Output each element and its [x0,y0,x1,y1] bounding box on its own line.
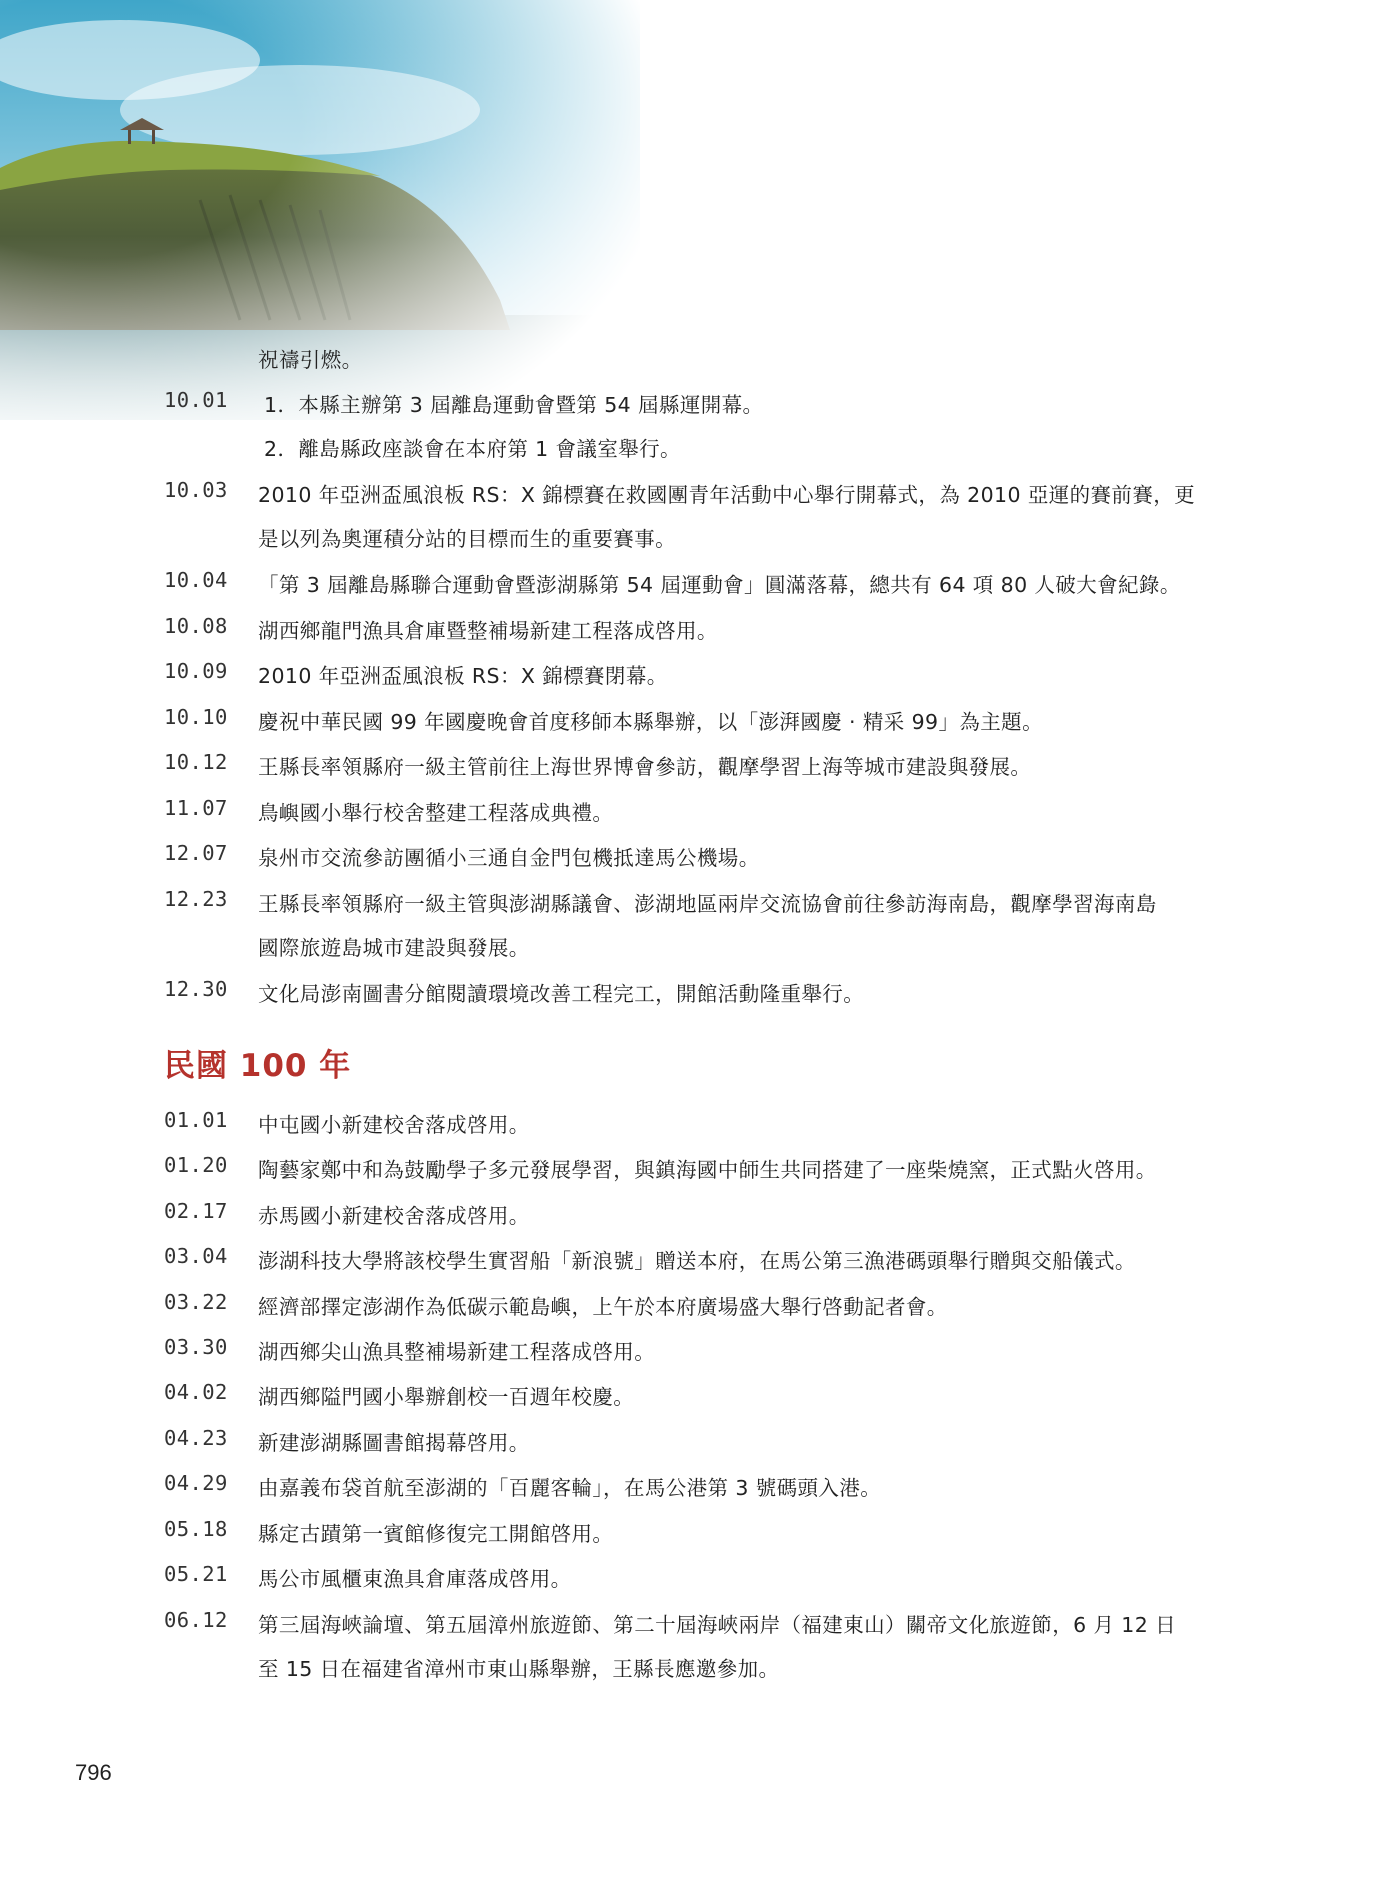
entry-text: 新建澎湖縣圖書館揭幕啓用。 [258,1431,530,1455]
entry-text: 泉州市交流參訪團循小三通自金門包機抵達馬公機場。 [258,846,760,870]
entry-date: 10.09 [164,659,228,683]
entry-text: 縣定古蹟第一賓館修復完工開館啓用。 [258,1522,614,1546]
entry-date: 10.10 [164,705,228,729]
entry-date: 01.20 [164,1153,228,1177]
entry-date: 05.21 [164,1562,228,1586]
entry-date: 11.07 [164,796,228,820]
entry-date: 10.12 [164,750,228,774]
entry-date: 10.03 [164,478,228,502]
entry-text: 2010 年亞洲盃風浪板 RS：X 錦標賽在救國團青年活動中心舉行開幕式，為 2010 亞運的賽前賽，更 [258,483,1196,507]
entry-date: 03.04 [164,1244,228,1268]
entry-text: 1．本縣主辦第 3 屆離島運動會暨第 54 屆縣運開幕。 [264,393,764,417]
entry-text: 是以列為奧運積分站的目標而生的重要賽事。 [258,527,676,551]
entry-text: 2010 年亞洲盃風浪板 RS：X 錦標賽閉幕。 [258,664,668,688]
entry-text: 文化局澎南圖書分館閱讀環境改善工程完工，開館活動隆重舉行。 [258,982,865,1006]
entry-text: 馬公市風櫃東漁具倉庫落成啓用。 [258,1567,572,1591]
entry-text: 王縣長率領縣府一級主管與澎湖縣議會、澎湖地區兩岸交流協會前往參訪海南島，觀摩學習海南島 [258,892,1157,916]
entry-date: 12.30 [164,977,228,1001]
entry-date: 04.23 [164,1426,228,1450]
entry-text: 「第 3 屆離島縣聯合運動會暨澎湖縣第 54 屆運動會」圓滿落幕，總共有 64 項 80 人破大會紀錄。 [258,573,1181,597]
page-number: 796 [75,1760,112,1785]
entry-date: 12.07 [164,841,228,865]
entry-text: 湖西鄉龍門漁具倉庫暨整補場新建工程落成啓用。 [258,619,718,643]
entry-text: 經濟部擇定澎湖作為低碳示範島嶼，上午於本府廣場盛大舉行啓動記者會。 [258,1295,948,1319]
entry-date: 04.02 [164,1380,228,1404]
entry-text: 陶藝家鄭中和為鼓勵學子多元發展學習，與鎮海國中師生共同搭建了一座柴燒窯，正式點火啓用。 [258,1158,1157,1182]
entry-text: 慶祝中華民國 99 年國慶晚會首度移師本縣舉辦，以「澎湃國慶 ‧ 精采 99」為主題。 [258,710,1043,734]
section-heading: 民國 100 年 [164,1048,352,1084]
entry-text: 中屯國小新建校舍落成啓用。 [258,1113,530,1137]
entry-text: 湖西鄉尖山漁具整補場新建工程落成啓用。 [258,1340,656,1364]
entry-text: 國際旅遊島城市建設與發展。 [258,936,530,960]
entry-text: 由嘉義布袋首航至澎湖的「百麗客輪」，在馬公港第 3 號碼頭入港。 [258,1476,882,1500]
entry-date: 01.01 [164,1108,228,1132]
entry-text: 至 15 日在福建省漳州市東山縣舉辦，王縣長應邀參加。 [258,1657,780,1681]
entry-date: 05.18 [164,1517,228,1541]
entry-date: 03.22 [164,1290,228,1314]
entry-text: 赤馬國小新建校舍落成啓用。 [258,1204,530,1228]
entry-date: 04.29 [164,1471,228,1495]
entry-date: 03.30 [164,1335,228,1359]
entry-date: 10.08 [164,614,228,638]
entry-text: 王縣長率領縣府一級主管前往上海世界博會參訪，觀摩學習上海等城市建設與發展。 [258,755,1032,779]
entry-text: 第三屆海峽論壇、第五屆漳州旅遊節、第二十屆海峽兩岸（福建東山）關帝文化旅遊節，6 月 12 日 [258,1613,1176,1637]
entry-date: 10.04 [164,568,228,592]
entry-text: 2．離島縣政座談會在本府第 1 會議室舉行。 [264,437,681,461]
entry-text: 澎湖科技大學將該校學生實習船「新浪號」贈送本府，在馬公第三漁港碼頭舉行贈與交船儀式。 [258,1249,1136,1273]
entry-date: 06.12 [164,1608,228,1632]
entry-text: 鳥嶼國小舉行校舍整建工程落成典禮。 [258,801,614,825]
entry-text: 祝禱引燃。 [258,348,363,372]
entry-date: 02.17 [164,1199,228,1223]
entry-date: 12.23 [164,887,228,911]
entry-date: 10.01 [164,388,228,412]
entry-text: 湖西鄉隘門國小舉辦創校一百週年校慶。 [258,1385,635,1409]
